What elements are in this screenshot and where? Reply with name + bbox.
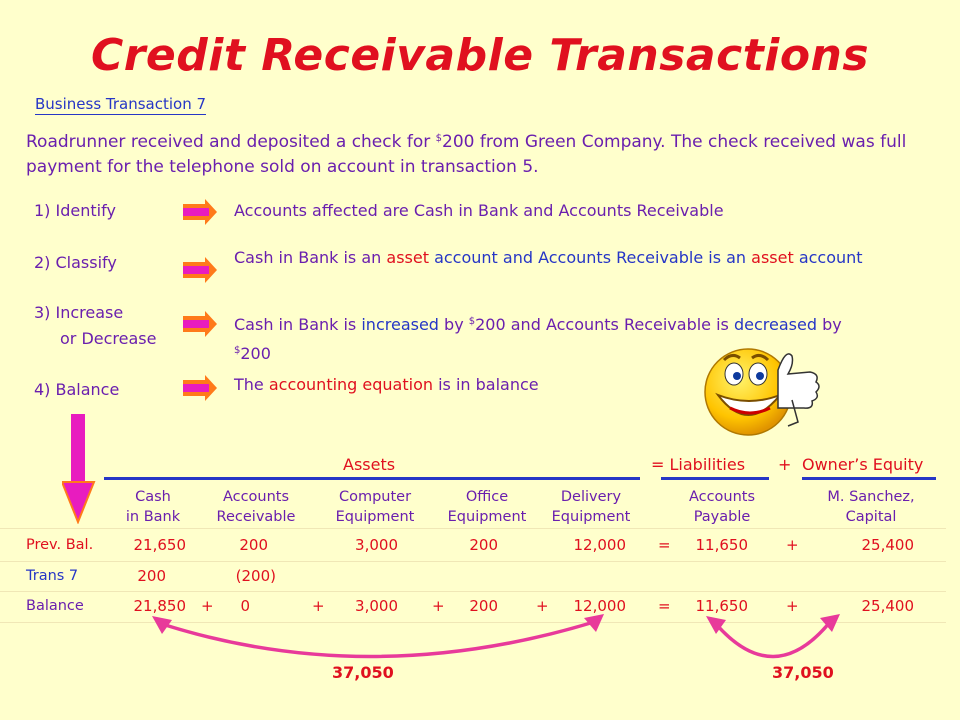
prev-cash: 21,650 bbox=[133, 536, 186, 554]
equity-underline bbox=[802, 477, 936, 480]
equation-plus: + bbox=[778, 455, 792, 474]
step-identify-text: Accounts affected are Cash in Bank and Accounts Receivable bbox=[234, 201, 724, 220]
prev-computer: 3,000 bbox=[355, 536, 398, 554]
balance-equation-word: accounting equation bbox=[268, 375, 434, 394]
increase-text-1: Cash in Bank is bbox=[234, 315, 362, 334]
col-capital-line1: M. Sanchez, bbox=[827, 489, 915, 505]
prev-delivery: 12,000 bbox=[573, 536, 626, 554]
increase-text-5: 200 bbox=[240, 344, 271, 363]
prev-ar: 200 bbox=[239, 536, 268, 554]
balance-ap: 11,650 bbox=[695, 597, 748, 615]
col-ap-line1: Accounts bbox=[688, 489, 756, 505]
trans-cash: 200 bbox=[137, 567, 166, 585]
assets-header: Assets bbox=[343, 455, 396, 474]
increase-text-4: by bbox=[816, 315, 842, 334]
balance-delivery: 12,000 bbox=[573, 597, 626, 615]
step-increase-label-2: or Decrease bbox=[60, 329, 157, 348]
description-part1: Roadrunner received and deposited a check for bbox=[26, 132, 436, 152]
row-divider bbox=[0, 591, 946, 592]
col-delivery-line2: Equipment bbox=[551, 509, 631, 525]
balance-ar: 0 bbox=[240, 597, 250, 615]
classify-text-3: account bbox=[793, 248, 863, 267]
dollar-sign: $ bbox=[468, 316, 476, 327]
description-part2: 200 from Green Company. The check received was full payment for the telephone sold on account in transaction 5. bbox=[26, 132, 907, 177]
increase-text-2: by bbox=[438, 315, 469, 334]
col-cash-header bbox=[113, 487, 193, 527]
row-prev-label: Prev. Bal. bbox=[26, 537, 94, 553]
classify-asset-1: asset bbox=[386, 248, 429, 267]
arrow-right-icon bbox=[183, 375, 217, 401]
step-classify-label: 2) Classify bbox=[34, 253, 117, 272]
arrow-right-icon bbox=[183, 311, 217, 337]
col-cash-line1: Cash bbox=[135, 489, 171, 505]
classify-asset-2: asset bbox=[751, 248, 794, 267]
balance-plus: + bbox=[536, 597, 549, 615]
down-arrow-icon bbox=[62, 414, 96, 524]
col-delivery-line1: Delivery bbox=[560, 489, 622, 505]
balance-plus: + bbox=[432, 597, 445, 615]
liabilities-equity-total: 37,050 bbox=[772, 663, 834, 682]
equity-header: Owner’s Equity bbox=[802, 455, 924, 474]
row-divider bbox=[0, 561, 946, 562]
balance-capital: 25,400 bbox=[861, 597, 914, 615]
prev-ap: 11,650 bbox=[695, 536, 748, 554]
col-computer-line2: Equipment bbox=[335, 509, 415, 525]
classify-text-2: account and Accounts Receivable is an bbox=[428, 248, 752, 267]
col-ap-line2: Payable bbox=[693, 509, 751, 525]
balance-plus: + bbox=[312, 597, 325, 615]
step-increase-label-1: 3) Increase bbox=[34, 303, 124, 322]
balance-equals: = bbox=[658, 597, 671, 615]
col-ar-line2: Receivable bbox=[216, 509, 296, 525]
balance-computer: 3,000 bbox=[355, 597, 398, 615]
col-ar-line1: Accounts bbox=[222, 489, 290, 505]
col-capital-line2: Capital bbox=[845, 509, 897, 525]
liabilities-underline bbox=[661, 477, 769, 480]
page-title: Credit Receivable Transactions bbox=[90, 30, 870, 81]
col-computer-header bbox=[325, 487, 425, 527]
smiley-thumbs-up-icon bbox=[700, 340, 840, 440]
step-classify-text bbox=[234, 245, 934, 271]
prev-office: 200 bbox=[469, 536, 498, 554]
assets-total: 37,050 bbox=[332, 663, 394, 682]
dollar-sign: $ bbox=[435, 133, 443, 144]
col-cash-line2: in Bank bbox=[125, 509, 181, 525]
step-balance-text bbox=[234, 372, 539, 398]
prev-capital: 25,400 bbox=[861, 536, 914, 554]
dollar-sign: $ bbox=[234, 345, 241, 356]
increase-text-3: 200 and Accounts Receivable is bbox=[475, 315, 734, 334]
prev-equals: = bbox=[658, 536, 671, 554]
assets-underline bbox=[104, 477, 640, 480]
balance-text-1: The bbox=[234, 375, 269, 394]
arrow-right-icon bbox=[183, 199, 217, 225]
col-ap-header bbox=[672, 487, 772, 527]
step-balance-label: 4) Balance bbox=[34, 380, 120, 399]
row-divider bbox=[0, 528, 946, 529]
row-balance-label: Balance bbox=[26, 598, 84, 614]
balance-plus: + bbox=[201, 597, 214, 615]
balance-plus: + bbox=[786, 597, 799, 615]
col-office-line1: Office bbox=[465, 489, 509, 505]
prev-plus: + bbox=[786, 536, 799, 554]
increase-word: increased bbox=[361, 315, 439, 334]
col-ar-header bbox=[203, 487, 309, 527]
balance-cash: 21,850 bbox=[133, 597, 186, 615]
col-office-line2: Equipment bbox=[447, 509, 527, 525]
balance-office: 200 bbox=[469, 597, 498, 615]
business-transaction-label: Business Transaction 7 bbox=[35, 95, 207, 113]
trans-ar: (200) bbox=[235, 567, 276, 585]
decrease-word: decreased bbox=[733, 315, 817, 334]
transaction-description bbox=[26, 126, 926, 180]
step-identify-label: 1) Identify bbox=[34, 201, 116, 220]
balance-text-2: is in balance bbox=[433, 375, 539, 394]
arrow-right-icon bbox=[183, 257, 217, 283]
liabilities-header: = Liabilities bbox=[651, 455, 746, 474]
row-trans-label: Trans 7 bbox=[26, 568, 79, 584]
col-office-header bbox=[437, 487, 537, 527]
col-capital-header bbox=[806, 487, 936, 527]
col-delivery-header bbox=[541, 487, 641, 527]
col-computer-line1: Computer bbox=[338, 489, 412, 505]
classify-text-1: Cash in Bank is an bbox=[234, 248, 387, 267]
